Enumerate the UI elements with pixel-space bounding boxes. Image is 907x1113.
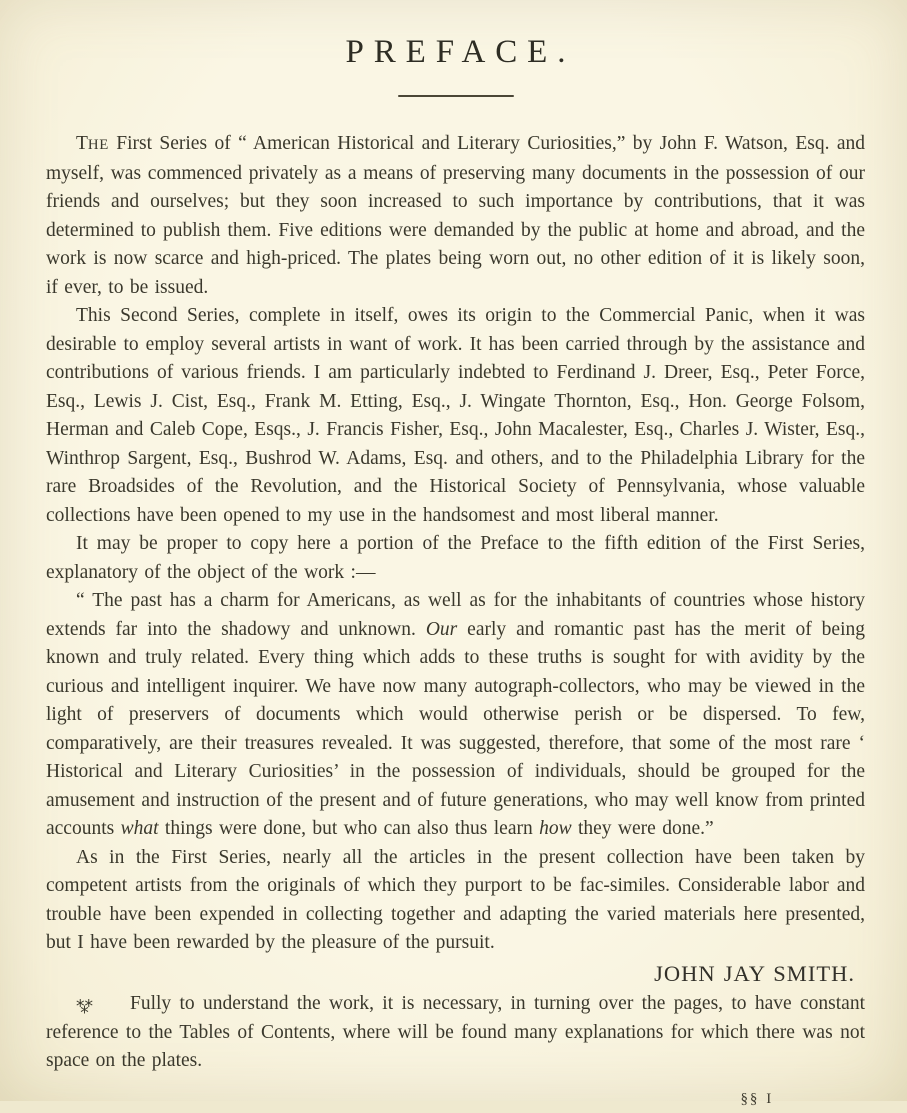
paragraph-text: First Series of “ American Historical and Literary Curiosities,” by John F. Watson, Esq. and myself, was commenced privately as a means of preserving many documents in the possession of our friends and ourselves; but they soon increased to such importance by contributions, that it was determined to publish them. Five editions were demanded by the public at home and abroad, and the work is now scarce and high-priced. The plates being worn out, no other edition of it is likely soon, if ever, to be issued.	[46, 133, 865, 298]
quote-text: early and romantic past has the merit of being known and truly related. Every thing which adds to these truths is sought for with avidity by the curious and intelligent inquirer. We have now many autograph-collectors, who may be viewed in the light of preservers of documents which would otherwise perish or be dispersed. To few, comparatively, are their treasures revealed. It was suggested, therefore, that some of the most rare ‘ Historical and Literary Curiosities’ in the possession of individuals, should be grouped for the amusement and instruction of the present and of future generations, who may well know from printed accounts	[46, 619, 865, 840]
signature-mark-line	[46, 1085, 865, 1113]
preface-paragraph-2: This Second Series, complete in itself, owes its origin to the Commercial Panic, when it was desirable to employ several artists in want of work. It has been carried through by the assistance and contributions of various friends. I am particularly indebted to Ferdinand J. Dreer, Esq., Peter Force, Esq., Lewis J. Cist, Esq., Frank M. Etting, Esq., J. Wingate Thornton, Esq., Hon. George Folsom, Herman and Caleb Cope, Esqs., J. Francis Fisher, Esq., John Macalester, Esq., Charles J. Wister, Esq., Winthrop Sargent, Esq., Bushrod W. Adams, Esq. and others, and to the Philadelphia Library for the rare Broadsides of the Revolution, and the Historical Society of Pennsylvania, whose valuable collections have been opened to my use in the handsomest and most liberal manner.	[46, 302, 865, 530]
italic-word: what	[121, 818, 159, 839]
footnote-paragraph	[46, 990, 865, 1076]
italic-word: Our	[426, 619, 457, 640]
quote-text: they were done.”	[572, 818, 714, 839]
italic-word: how	[539, 818, 572, 839]
title-divider-rule	[398, 95, 514, 97]
quote-text: things were done, but who can also thus learn	[159, 818, 540, 839]
preface-paragraph-5: As in the First Series, nearly all the articles in the present collection have been taken by competent artists from the originals of which they purport to be fac-similes. Considerable labor and trouble have been expended in collecting together and adapting the varied materials here presented, but I have been rewarded by the pleasure of the pursuit.	[46, 844, 865, 958]
page-title: PREFACE.	[46, 34, 865, 71]
author-signature: JOHN JAY SMITH.	[654, 961, 855, 986]
signature-mark: §§ I	[741, 1091, 773, 1107]
preface-paragraph-4-quotation	[46, 587, 865, 844]
asterism-icon: ⁂	[76, 997, 123, 1014]
drop-initial: T	[76, 133, 88, 154]
quote-text: “ The past has a charm for Americans, as well as for the inhabitants of countries whose history extends far into the shadowy and unknown.	[46, 590, 865, 640]
preface-body	[46, 130, 865, 1113]
author-signature-line	[46, 960, 865, 991]
preface-paragraph-3: It may be proper to copy here a portion of the Preface to the fifth edition of the First Series, explanatory of the object of the work :—	[46, 530, 865, 587]
small-caps-lead: HE	[88, 137, 109, 153]
footnote-text: Fully to understand the work, it is necessary, in turning over the pages, to have constant reference to the Tables of Contents, where will be found many explanations for which there was not space on the plates.	[46, 993, 865, 1071]
preface-paragraph-1	[46, 130, 865, 302]
